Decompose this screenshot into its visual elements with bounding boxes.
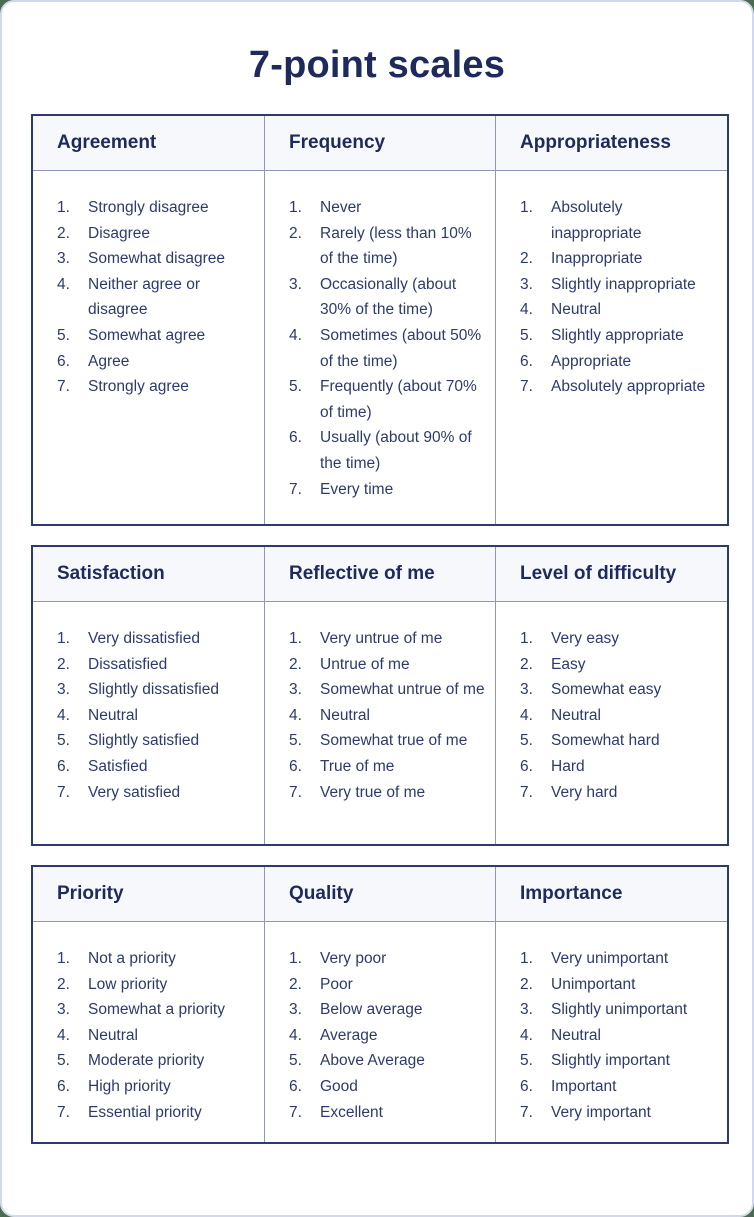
item-number: 3. [520, 681, 533, 699]
scale-list [520, 626, 717, 805]
column-heading-agreement: Agreement [57, 132, 157, 153]
list-item [289, 972, 485, 998]
list-item [57, 1048, 254, 1074]
list-item [57, 652, 254, 678]
item-label: Very unimportant [551, 950, 669, 967]
item-number: 5. [289, 732, 302, 750]
list-item [289, 323, 485, 374]
column-heading-level-of-difficulty: Level of difficulty [495, 547, 727, 601]
item-label: Very easy [551, 630, 620, 647]
column-heading-reflective-of-me: Reflective of me [264, 547, 495, 601]
list-item [57, 997, 254, 1023]
item-number: 6. [57, 1077, 70, 1095]
item-number: 3. [520, 1001, 533, 1019]
scale-table-3 [31, 865, 729, 1144]
list-item [57, 1074, 254, 1100]
item-number: 6. [520, 757, 533, 775]
list-item [289, 374, 485, 425]
item-label: Moderate priority [88, 1052, 205, 1070]
item-label: Above Average [320, 1052, 425, 1070]
item-number: 5. [57, 326, 70, 344]
list-item [520, 272, 717, 298]
column-heading-frequency: Frequency [264, 116, 495, 170]
item-number: 2. [289, 975, 302, 993]
list-item [520, 246, 717, 272]
item-label: Rarely (less than 10% of the time) [320, 224, 472, 268]
list-item [57, 323, 254, 349]
table-header-row [33, 867, 727, 922]
item-label: Frequently (about 70% of time) [320, 378, 477, 421]
scale-column-importance [495, 922, 727, 1142]
item-label: Slightly satisfied [88, 732, 200, 750]
item-number: 6. [289, 757, 302, 775]
item-label: Appropriate [551, 352, 632, 370]
item-label: Disagree [88, 224, 151, 242]
item-number: 5. [57, 1052, 70, 1070]
item-label: Strongly agree [88, 378, 189, 396]
item-number: 5. [520, 1052, 533, 1070]
list-item [289, 1074, 485, 1100]
list-item [289, 477, 485, 503]
item-number: 5. [520, 732, 533, 750]
item-number: 1. [57, 199, 70, 216]
scale-list [57, 195, 254, 400]
item-label: Every time [320, 480, 394, 498]
item-label: Good [320, 1077, 358, 1095]
list-item [520, 728, 717, 754]
item-number: 1. [289, 630, 302, 647]
item-number: 7. [289, 783, 302, 801]
item-label: Inappropriate [551, 250, 643, 268]
list-item [57, 972, 254, 998]
item-label: Untrue of me [320, 655, 410, 673]
scale-list [520, 195, 717, 400]
item-number: 2. [57, 655, 70, 673]
item-number: 3. [57, 250, 70, 268]
column-heading-importance: Importance [495, 867, 727, 921]
list-item [289, 221, 485, 272]
item-label: Neutral [320, 706, 370, 724]
item-number: 6. [289, 1077, 302, 1095]
item-number: 1. [520, 950, 533, 967]
list-item [520, 626, 717, 652]
item-number: 4. [520, 1026, 533, 1044]
item-label: Dissatisfied [88, 655, 168, 673]
item-label: Slightly appropriate [551, 326, 684, 344]
item-label: Slightly important [551, 1052, 670, 1070]
list-item [520, 1074, 717, 1100]
scale-column-level-of-difficulty [495, 602, 727, 844]
list-item [520, 652, 717, 678]
item-label: Excellent [320, 1103, 383, 1121]
list-item [289, 754, 485, 780]
list-item [289, 997, 485, 1023]
item-number: 4. [289, 1026, 302, 1044]
item-number: 6. [57, 757, 70, 775]
item-label: Average [320, 1026, 378, 1044]
item-number: 1. [57, 950, 70, 967]
item-number: 7. [289, 1103, 302, 1121]
item-number: 3. [57, 681, 70, 699]
item-number: 6. [520, 1077, 533, 1095]
scale-table-2 [31, 545, 729, 846]
list-item [520, 349, 717, 375]
scale-column-agreement [33, 171, 264, 524]
item-label: Very true of me [320, 783, 426, 801]
item-label: True of me [320, 757, 395, 775]
item-number: 6. [520, 352, 533, 370]
list-item [520, 780, 717, 806]
item-label: Poor [320, 975, 353, 993]
item-number: 2. [57, 224, 70, 242]
item-label: Neutral [551, 1026, 601, 1044]
item-label: Not a priority [88, 950, 176, 967]
item-label: Neutral [551, 301, 601, 319]
table-header-row [33, 547, 727, 602]
item-number: 5. [520, 326, 533, 344]
list-item [57, 946, 254, 972]
table-body-row [33, 602, 727, 844]
item-number: 5. [289, 378, 302, 396]
list-item [289, 652, 485, 678]
list-item [520, 374, 717, 400]
item-label: Occasionally (about 30% of the time) [320, 275, 457, 319]
item-label: Low priority [88, 975, 168, 993]
scale-column-frequency [264, 171, 495, 524]
list-item [289, 626, 485, 652]
item-number: 7. [520, 783, 533, 801]
item-number: 4. [57, 1026, 70, 1044]
item-label: Very hard [551, 783, 618, 801]
item-label: Satisfied [88, 757, 148, 775]
item-number: 4. [289, 706, 302, 724]
scale-list [289, 626, 485, 805]
item-label: Strongly disagree [88, 199, 209, 216]
item-number: 7. [57, 783, 70, 801]
list-item [289, 728, 485, 754]
item-number: 1. [520, 630, 533, 647]
list-item [57, 703, 254, 729]
item-label: Neutral [88, 1026, 138, 1044]
item-label: Never [320, 199, 362, 216]
list-item [289, 946, 485, 972]
item-number: 4. [57, 706, 70, 724]
list-item [289, 780, 485, 806]
scale-column-satisfaction [33, 602, 264, 844]
list-item [57, 221, 254, 247]
item-label: Slightly inappropriate [551, 275, 696, 293]
scale-column-priority [33, 922, 264, 1142]
item-label: Unimportant [551, 975, 636, 993]
item-number: 2. [289, 655, 302, 673]
list-item [57, 349, 254, 375]
list-item [289, 272, 485, 323]
item-label: Somewhat true of me [320, 732, 468, 750]
list-item [520, 677, 717, 703]
item-number: 7. [520, 1103, 533, 1121]
scale-column-appropriateness [495, 171, 727, 524]
item-label: Usually (about 90% of the time) [320, 429, 472, 472]
item-number: 4. [520, 301, 533, 319]
list-item [57, 1023, 254, 1049]
item-number: 2. [520, 655, 533, 673]
item-number: 5. [57, 732, 70, 750]
item-label: Very satisfied [88, 783, 181, 801]
item-number: 6. [289, 429, 302, 447]
list-item [520, 1100, 717, 1126]
list-item [289, 425, 485, 476]
item-label: Somewhat a priority [88, 1001, 225, 1019]
item-label: Somewhat untrue of me [320, 681, 485, 699]
item-label: Neutral [88, 706, 138, 724]
list-item [520, 946, 717, 972]
item-number: 1. [520, 199, 533, 216]
item-label: Somewhat easy [551, 681, 662, 699]
item-number: 2. [520, 975, 533, 993]
scale-list [289, 195, 485, 502]
list-item [57, 246, 254, 272]
item-label: Neither agree or disagree [88, 275, 201, 319]
table-body-row [33, 171, 727, 524]
list-item [289, 195, 485, 221]
item-label: Essential priority [88, 1103, 202, 1121]
item-label: Slightly dissatisfied [88, 681, 219, 699]
table-body-row [33, 922, 727, 1142]
item-number: 1. [289, 950, 302, 967]
list-item [520, 195, 717, 246]
item-number: 2. [520, 250, 533, 268]
column-heading-satisfaction: Satisfaction [57, 563, 165, 584]
item-number: 3. [289, 681, 302, 699]
scale-list [520, 946, 717, 1125]
item-label: Agree [88, 352, 130, 370]
list-item [57, 626, 254, 652]
item-number: 3. [289, 1001, 302, 1019]
scale-table-1 [31, 114, 729, 526]
list-item [289, 1023, 485, 1049]
item-number: 7. [57, 1103, 70, 1121]
list-item [57, 1100, 254, 1126]
item-number: 3. [57, 1001, 70, 1019]
scale-column-reflective-of-me [264, 602, 495, 844]
list-item [289, 1100, 485, 1126]
list-item [57, 754, 254, 780]
list-item [57, 780, 254, 806]
item-label: Easy [551, 655, 586, 673]
item-label: Somewhat disagree [88, 250, 225, 268]
item-label: Sometimes (about 50% of the time) [320, 326, 482, 370]
list-item [520, 972, 717, 998]
item-label: Absolutely appropriate [551, 378, 706, 396]
list-item [289, 677, 485, 703]
item-number: 1. [57, 630, 70, 647]
scale-column-quality [264, 922, 495, 1142]
item-number: 7. [289, 480, 302, 498]
list-item [520, 754, 717, 780]
item-label: Very untrue of me [320, 630, 443, 647]
scale-list [57, 626, 254, 805]
item-label: Slightly unimportant [551, 1001, 688, 1019]
item-label: Very poor [320, 950, 387, 967]
list-item [289, 703, 485, 729]
list-item [520, 703, 717, 729]
item-number: 4. [520, 706, 533, 724]
item-label: Hard [551, 757, 585, 775]
item-number: 7. [520, 378, 533, 396]
page-title: 7-point scales [248, 44, 506, 86]
scale-list [57, 946, 254, 1125]
list-item [289, 1048, 485, 1074]
item-label: Very important [551, 1103, 651, 1121]
list-item [57, 728, 254, 754]
item-number: 3. [289, 275, 302, 293]
list-item [57, 272, 254, 323]
item-label: Neutral [551, 706, 601, 724]
item-label: Very dissatisfied [88, 630, 200, 647]
list-item [520, 323, 717, 349]
list-item [520, 297, 717, 323]
item-number: 4. [57, 275, 70, 293]
item-number: 2. [289, 224, 302, 242]
item-label: Below average [320, 1001, 423, 1019]
item-number: 1. [289, 199, 302, 216]
scale-list [289, 946, 485, 1125]
item-number: 6. [57, 352, 70, 370]
list-item [520, 997, 717, 1023]
item-label: Somewhat hard [551, 732, 660, 750]
item-number: 4. [289, 326, 302, 344]
item-label: Absolutely inappropriate [551, 199, 642, 242]
list-item [520, 1048, 717, 1074]
list-item [57, 195, 254, 221]
item-label: Important [551, 1077, 617, 1095]
column-heading-priority: Priority [57, 883, 124, 904]
column-heading-appropriateness: Appropriateness [495, 116, 727, 170]
list-item [520, 1023, 717, 1049]
list-item [57, 677, 254, 703]
item-label: High priority [88, 1077, 171, 1095]
item-number: 5. [289, 1052, 302, 1070]
column-heading-quality: Quality [264, 867, 495, 921]
table-header-row [33, 116, 727, 171]
item-number: 2. [57, 975, 70, 993]
item-number: 7. [57, 378, 70, 396]
item-number: 3. [520, 275, 533, 293]
list-item [57, 374, 254, 400]
item-label: Somewhat agree [88, 326, 206, 344]
